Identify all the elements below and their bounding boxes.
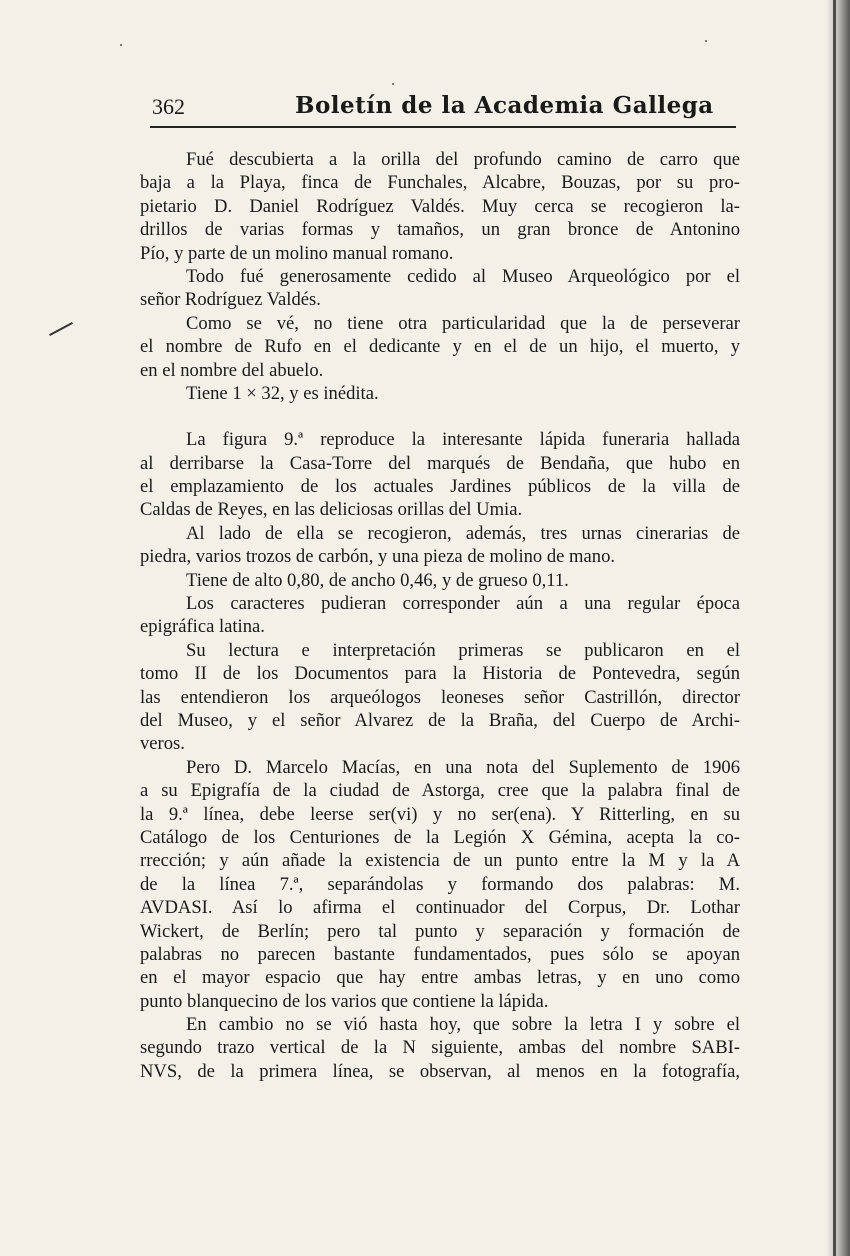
text-line: segundo trazo vertical de la N siguiente, ambas del nombre SABI- [140, 1037, 740, 1059]
text-line: piedra, varios trozos de carbón, y una pieza de molino de mano. [140, 546, 616, 568]
text-line: Su lectura e interpretación primeras se publicaron en el [186, 639, 740, 661]
text-line: el nombre de Rufo en el dedicante y en el de un hijo, el muerto, y [140, 336, 740, 358]
text-line: Pero D. Marcelo Macías, en una nota del Suplemento de 1906 [186, 756, 740, 778]
text-line: del Museo, y el señor Alvarez de la Braña, del Cuerpo de Archi- [140, 709, 740, 731]
text-line: Caldas de Reyes, en las deliciosas orillas del Umia. [140, 499, 523, 521]
text-line: Catálogo de los Centuriones de la Legión X Gémina, acepta la co- [140, 826, 740, 848]
text-line: Los caracteres pudieran corresponder aún a una regular época [186, 593, 740, 615]
text-line: palabras no parecen bastante fundamentados, pues sólo se apoyan [140, 943, 740, 965]
text-line: epigráfica latina. [140, 616, 265, 638]
page-header [150, 92, 736, 128]
scan-speck [120, 44, 122, 46]
text-line: NVS, de la primera línea, se observan, al menos en la fotografía, [140, 1060, 740, 1082]
page-edge-line [833, 0, 836, 1256]
text-line: Como se vé, no tiene otra particularidad que la de perseverar [186, 312, 740, 334]
text-line: AVDASI. Así lo afirma el continuador del Corpus, Dr. Lothar [140, 897, 740, 919]
text-line: veros. [140, 733, 185, 755]
text-line: baja a la Playa, finca de Funchales, Alcabre, Bouzas, por su pro- [140, 172, 740, 194]
margin-pencil-mark [49, 322, 73, 336]
text-line: punto blanquecino de los varios que contiene la lápida. [140, 990, 549, 1012]
text-line: drillos de varias formas y tamaños, un gran bronce de Antonino [140, 219, 740, 241]
text-line: Pío, y parte de un molino manual romano. [140, 242, 454, 264]
body-text [140, 148, 740, 1083]
text-line: de la línea 7.ª, separándolas y formando dos palabras: M. [140, 873, 740, 895]
paragraph-gap [140, 405, 740, 428]
text-line: Tiene de alto 0,80, de ancho 0,46, y de grueso 0,11. [186, 569, 569, 591]
text-line: en el mayor espacio que hay entre ambas letras, y en uno como [140, 967, 740, 989]
text-line: las entendieron los arqueólogos leoneses señor Castrillón, director [140, 686, 740, 708]
text-line: la 9.ª línea, debe leerse ser(vi) y no ser(ena). Y Ritterling, en su [140, 803, 740, 825]
page-edge-shadow [826, 0, 850, 1256]
text-line: Wickert, de Berlín; pero tal punto y separación y formación de [140, 920, 740, 942]
text-line: el emplazamiento de los actuales Jardines públicos de la villa de [140, 476, 740, 498]
text-line: al derribarse la Casa-Torre del marqués de Bendaña, que hubo en [140, 452, 740, 474]
text-line: en el nombre del abuelo. [140, 359, 324, 381]
scan-speck [392, 83, 394, 85]
text-line: Al lado de ella se recogieron, además, tres urnas cinerarias de [186, 522, 740, 544]
text-line: Tiene 1 × 32, y es inédita. [186, 382, 379, 404]
text-line: rrección; y aún añade la existencia de un punto entre la M y la A [140, 850, 740, 872]
header-rule [150, 126, 736, 128]
page-number: 362 [152, 94, 185, 119]
text-line: La figura 9.ª reproduce la interesante lápida funeraria hallada [186, 429, 740, 451]
text-line: señor Rodríguez Valdés. [140, 289, 321, 311]
text-line: Fué descubierta a la orilla del profundo camino de carro que [186, 149, 740, 170]
text-line: Todo fué generosamente cedido al Museo Arqueológico por el [186, 265, 740, 287]
text-line: tomo II de los Documentos para la Historia de Pontevedra, según [140, 663, 740, 685]
text-line: a su Epigrafía de la ciudad de Astorga, cree que la palabra final de [140, 780, 740, 802]
text-line: pietario D. Daniel Rodríguez Valdés. Muy cerca se recogieron la- [140, 195, 740, 217]
text-line: En cambio no se vió hasta hoy, que sobre la letra I y sobre el [186, 1014, 740, 1036]
running-title: Boletín de la Academia Gallega [295, 92, 714, 119]
scan-speck [705, 40, 707, 42]
